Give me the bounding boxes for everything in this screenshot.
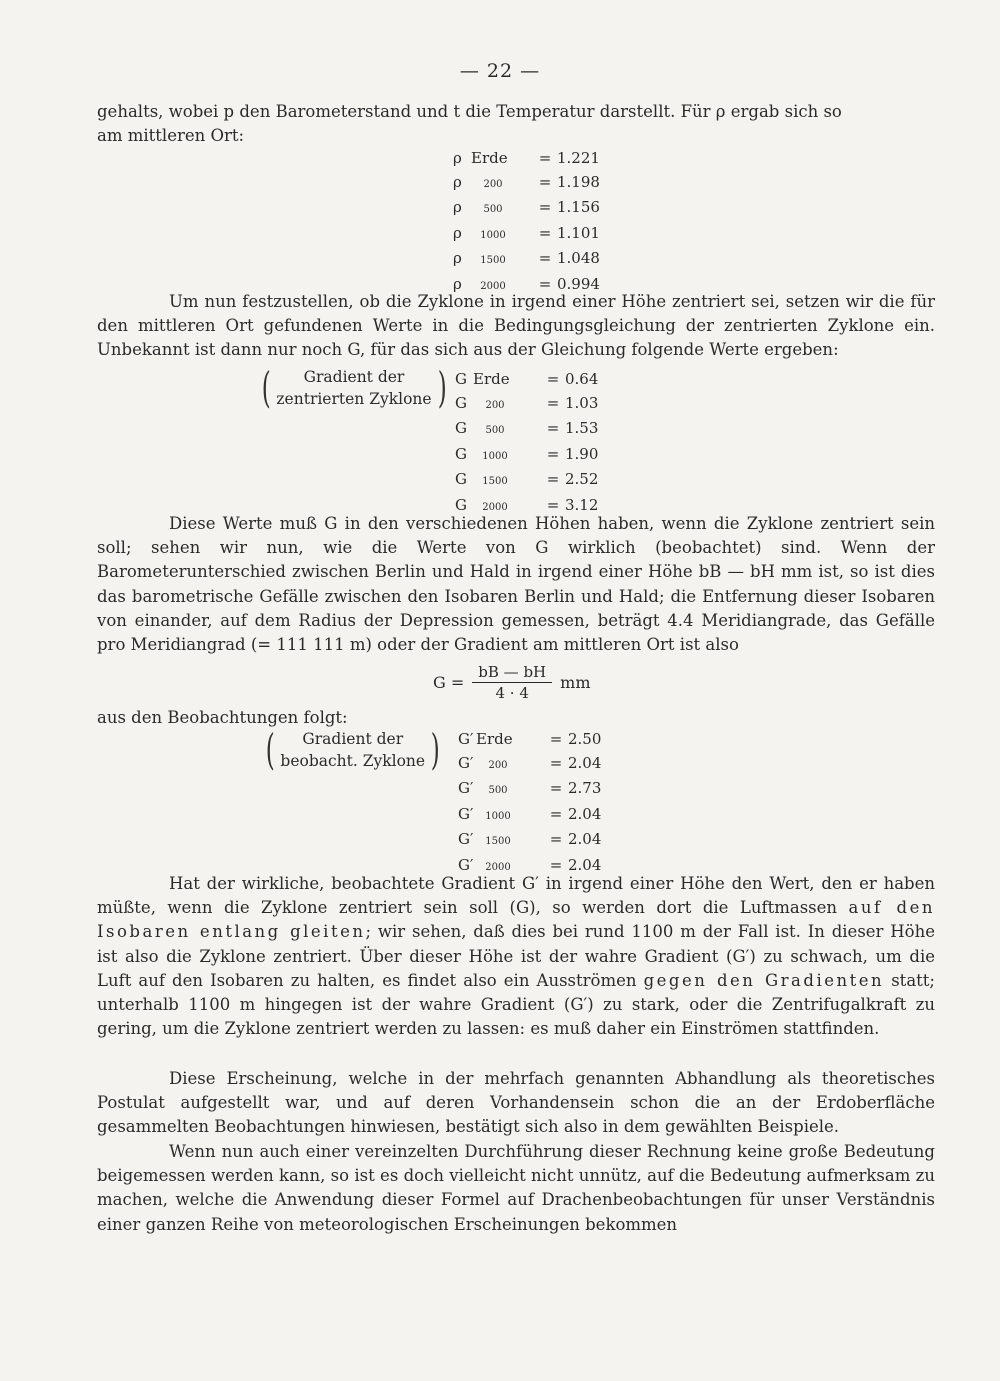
g-height: 1000 [482,450,508,462]
rho-table [453,147,600,299]
rho-value: 1.048 [557,249,600,268]
gobs-symbol: G′ [458,855,474,874]
gobs-row: G′ Erde = 2.50 [458,728,601,752]
g-symbol: G [455,470,467,489]
gobs-table-label: ( Gradient der beobacht. Zyklone ) [265,725,440,774]
g-value: 1.53 [565,419,599,438]
gobs-symbol: G′ [458,730,474,748]
gobs-value: 2.73 [568,779,602,798]
rho-row: ρ 200 = 1.198 [453,171,600,197]
gobs-row: G′ 200 = 2.04 [458,752,601,778]
g-row: G 2000 = 3.12 [455,494,598,520]
gobs-label-line-1: Gradient der [302,730,404,748]
g-symbol: G [455,419,467,438]
paragraph-beobachtungen: aus den Beobachtungen folgt: [97,708,348,727]
paragraph-werte: Diese Werte muß G in den verschiedenen Höhen haben, wenn die Zyklone zentriert sein soll; sehen wir nun, wie die Werte von G wirklich (beobachtet) sind. Wenn der Barometerunterschied zwischen Berlin und Hald in irgend einer Höhe bB — bH mm ist, so ist dies das barometrische Gefälle zwischen den Isobaren Berlin und Hald; die Entfernung dieser Isobaren von einander, auf dem Radius der Depression gemessen, beträgt 4.4 Meridiangrade, das Gefälle pro Meridiangrad (= 111 111 m) oder der Gradient am mittleren Ort ist also [97,514,935,655]
gobs-symbol: G′ [458,779,474,798]
gobs-label-line-2: beobacht. Zyklone [280,752,426,770]
g-label-line-1: Gradient der [303,368,405,386]
paragraph-intro [97,100,935,148]
rho-value: 0.994 [557,274,600,293]
g-row: G 200 = 1.03 [455,392,598,418]
formula-fraction [472,663,552,702]
g-symbol: G [455,370,467,388]
g-row: G 1000 = 1.90 [455,443,598,469]
gobs-symbol: G′ [458,753,474,772]
formula-unit: mm [560,673,591,692]
rho-height: 1000 [480,229,506,241]
rho-height: Erde [471,149,508,167]
formula-denominator: 4 · 4 [495,684,529,702]
gobs-height: 1000 [485,810,511,822]
p5-part2: ; wir sehen, daß dies bei rund 1100 m der Fall ist. In dieser Höhe ist also die Zyklone zentriert. Über dieser Höhe ist der wahre Gradient (G′) zu schwach, um die Luft auf den Isobaren zu halten, es findet also ein Ausströmen [97,922,935,990]
gradient-formula [433,663,590,702]
formula-lhs: G = [433,673,465,692]
gobs-table [458,728,601,880]
p5-emph-isobaren: auf den Isobaren entlang gleiten [97,898,935,942]
g-table [455,368,598,520]
gobs-height: 2000 [485,861,511,873]
gobs-symbol: G′ [458,830,474,849]
rho-symbol: ρ [453,249,462,268]
paragraph-zentriert: Um nun festzustellen, ob die Zyklone in irgend einer Höhe zentriert sei, setzen wir die für den mittleren Ort gefundenen Werte in die Bedingungsgleichung der zentrierten Zyklone ein. Unbekannt ist dann nur noch G, für das sich aus der Gleichung folgende Werte ergeben: [97,292,935,360]
gobs-value: 2.50 [568,730,602,748]
gobs-height: 1500 [485,836,511,848]
paragraph-intro-line-1: gehalts, wobei p den Barometerstand und t die Temperatur darstellt. Für ρ ergab sich so [97,102,842,121]
gobs-row: G′ 1500 = 2.04 [458,828,601,854]
g-value: 0.64 [565,370,599,388]
g-height: 1500 [482,476,508,488]
rho-value: 1.101 [557,223,600,242]
g-row: G 1500 = 2.52 [455,468,598,494]
rho-row: ρ Erde = 1.221 [453,147,600,171]
g-height: Erde [473,370,510,388]
gobs-value: 2.04 [568,753,602,772]
g-height: 500 [485,425,505,437]
g-table-label: ( Gradient der zentrierten Zyklone ) [261,363,447,412]
rho-row: ρ 500 = 1.156 [453,196,600,222]
gobs-height: 200 [488,759,508,771]
gobs-row: G′ 2000 = 2.04 [458,854,601,880]
gobs-symbol: G′ [458,804,474,823]
gobs-value: 2.04 [568,855,602,874]
p5-part1: Hat der wirkliche, beobachtete Gradient G′ in irgend einer Höhe den Wert, den er haben müßte, wenn die Zyklone zentriert sein soll (G), so werden dort die Luftmassen [97,874,935,918]
gobs-height: 500 [488,785,508,797]
rho-value: 1.156 [557,198,600,217]
paragraph-wirklich [97,872,935,1041]
paragraph-erscheinung: Diese Erscheinung, welche in der mehrfach genannten Abhandlung als theoretisches Postulat aufgestellt war, und auf deren Vorhandensein schon die an der Erdoberfläche gesammelten Beobachtungen hinwiesen, bestätigt sich also in dem gewählten Beispiele. [97,1069,935,1137]
g-symbol: G [455,444,467,463]
rho-height: 500 [483,204,503,216]
rho-height: 1500 [480,255,506,267]
rho-symbol: ρ [453,274,462,293]
rho-symbol: ρ [453,198,462,217]
g-label-line-2: zentrierten Zyklone [276,390,432,408]
g-value: 1.03 [565,393,599,412]
gobs-value: 2.04 [568,804,602,823]
page-number: — 22 — [459,60,541,82]
gobs-row: G′ 1000 = 2.04 [458,803,601,829]
g-value: 3.12 [565,495,599,514]
rho-row: ρ 1000 = 1.101 [453,222,600,248]
rho-value: 1.198 [557,172,600,191]
g-height: 200 [485,399,505,411]
g-row: G Erde = 0.64 [455,368,598,392]
paragraph-bedeutung: Wenn nun auch einer vereinzelten Durchführung dieser Rechnung keine große Bedeutung beigemessen werden kann, so ist es doch vielleicht nicht unnütz, auf die Bedeutung aufmerksam zu machen, welche die Anwendung dieser Formel auf Drachenbeobachtungen für unser Verständnis einer ganzen Reihe von meteorologischen Erscheinungen bekommen [97,1142,935,1234]
formula-numerator: bB — bH [472,663,552,683]
rho-height: 2000 [480,280,506,292]
rho-symbol: ρ [453,149,462,167]
g-value: 1.90 [565,444,599,463]
gobs-height: Erde [476,730,513,748]
g-symbol: G [455,495,467,514]
rho-symbol: ρ [453,172,462,191]
g-row: G 500 = 1.53 [455,417,598,443]
g-symbol: G [455,393,467,412]
rho-row: ρ 2000 = 0.994 [453,273,600,299]
g-value: 2.52 [565,470,599,489]
g-height: 2000 [482,501,508,513]
rho-row: ρ 1500 = 1.048 [453,247,600,273]
paragraph-intro-line-2: am mittleren Ort: [97,126,245,146]
p5-emph-gradienten: gegen den Gradienten [643,970,885,990]
rho-symbol: ρ [453,223,462,242]
rho-height: 200 [483,178,503,190]
gobs-row: G′ 500 = 2.73 [458,777,601,803]
gobs-value: 2.04 [568,830,602,849]
rho-value: 1.221 [557,149,600,167]
p5-part3: statt; unterhalb 1100 m hingegen ist der wahre Gradient (G′) zu stark, oder die Zentrifugalkraft zu gering, um die Zyklone zentriert werden zu lassen: es muß daher ein Einströmen stattfinden. [97,970,935,1039]
